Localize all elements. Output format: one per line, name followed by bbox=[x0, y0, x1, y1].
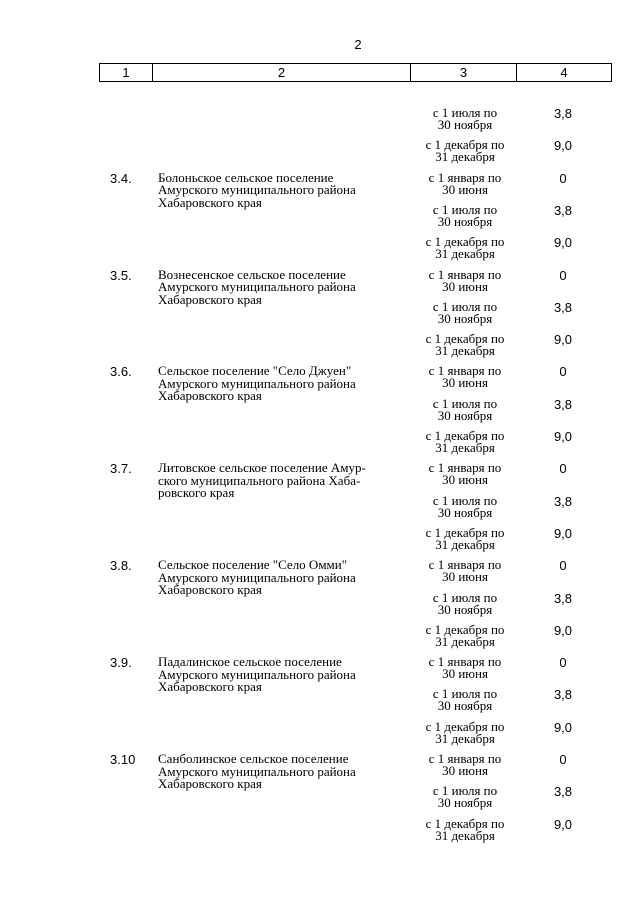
settlement-name-line: Амурского муниципального района bbox=[158, 182, 356, 198]
rate-value: 0 bbox=[559, 655, 567, 671]
settlement-name-line: Болоньское сельское поселение bbox=[158, 169, 334, 185]
period-cell bbox=[412, 365, 518, 389]
period-cell bbox=[412, 524, 518, 552]
settlement-name bbox=[158, 266, 402, 307]
period-cell bbox=[412, 753, 518, 777]
period-cell bbox=[412, 718, 518, 746]
settlement-name-line: Хабаровского края bbox=[158, 776, 262, 791]
period-cell-line: 30 июня bbox=[442, 763, 488, 778]
period-cell bbox=[412, 266, 518, 294]
rate-value: 9,0 bbox=[553, 525, 573, 541]
settlement-name-line: Сельское поселение "Село Омми" bbox=[158, 557, 348, 573]
period-cell bbox=[412, 298, 518, 326]
period-cell-line: с 1 декабря по bbox=[425, 428, 505, 443]
header-col-2: 2 bbox=[153, 64, 411, 82]
rate-value: 9,0 bbox=[553, 235, 573, 251]
period-cell-line: с 1 января по bbox=[428, 751, 502, 766]
period-cell bbox=[412, 688, 518, 712]
settlement-name-line: Вознесенское сельское поселение bbox=[158, 266, 346, 282]
rate-value: 0 bbox=[559, 364, 567, 380]
rate-value: 9,0 bbox=[553, 332, 573, 348]
period-cell-line: с 1 января по bbox=[428, 169, 502, 185]
period-cell-line: с 1 июля по bbox=[432, 105, 498, 120]
header-col-1: 1 bbox=[100, 64, 153, 82]
period-cell-line: с 1 июля по bbox=[432, 492, 498, 508]
period-cell-line: с 1 июля по bbox=[432, 783, 498, 799]
settlement-name-line: Хабаровского края bbox=[158, 679, 262, 695]
period-cell bbox=[412, 785, 518, 809]
period-cell-line: с 1 декабря по bbox=[425, 234, 505, 250]
settlement-name-line: Амурского муниципального района bbox=[158, 569, 356, 585]
rate-value: 3,8 bbox=[553, 493, 573, 509]
rate-value: 3,8 bbox=[553, 784, 573, 800]
period-cell-line: с 1 января по bbox=[428, 363, 502, 379]
period-cell-line: 30 ноября bbox=[437, 213, 493, 229]
period-cell-line: с 1 июля по bbox=[432, 686, 498, 702]
period-cell-line: 30 июня bbox=[442, 666, 488, 682]
period-cell-line: с 1 декабря по bbox=[425, 137, 505, 153]
period-cell-line: с 1 января по bbox=[428, 654, 502, 670]
settlement-name-line: Амурского муниципального района bbox=[158, 763, 356, 779]
period-cell-line: 30 июня bbox=[442, 569, 488, 585]
period-cell bbox=[412, 169, 518, 197]
settlement-name-line: Литовское сельское поселение Амур- bbox=[158, 460, 366, 476]
row-number: 3.5. bbox=[110, 267, 132, 283]
rate-value: 9,0 bbox=[553, 816, 573, 832]
page-number: 2 bbox=[354, 37, 362, 52]
period-cell-line: 30 ноября bbox=[437, 795, 493, 811]
period-cell-line: с 1 июля по bbox=[432, 201, 498, 217]
period-cell-line: 31 декабря bbox=[435, 343, 495, 359]
rate-value: 0 bbox=[559, 558, 567, 574]
period-cell-line: с 1 января по bbox=[428, 266, 502, 282]
period-cell-line: 31 декабря bbox=[435, 730, 495, 746]
period-cell-line: 30 ноября bbox=[437, 601, 493, 617]
period-cell bbox=[412, 656, 518, 680]
rate-value: 9,0 bbox=[553, 429, 573, 444]
rate-value: 3,8 bbox=[553, 106, 573, 121]
rate-value: 9,0 bbox=[553, 622, 573, 638]
period-cell-line: с 1 декабря по bbox=[425, 815, 505, 831]
period-cell-line: с 1 декабря по bbox=[425, 331, 505, 347]
period-cell-line: 30 июня bbox=[442, 375, 488, 391]
row-number: 3.10 bbox=[110, 752, 136, 767]
period-cell bbox=[412, 430, 518, 454]
period-cell-line: 30 ноября bbox=[437, 117, 493, 132]
settlement-name-line: Падалинское сельское поселение bbox=[158, 654, 342, 670]
settlement-name-line: Амурского муниципального района bbox=[158, 666, 356, 682]
period-cell bbox=[412, 815, 518, 843]
settlement-name-line: Сельское поселение "Село Джуен" bbox=[158, 363, 352, 379]
period-cell-line: 31 декабря bbox=[435, 440, 495, 455]
period-cell bbox=[412, 492, 518, 520]
period-cell-line: с 1 июля по bbox=[432, 395, 498, 411]
period-cell-line: с 1 июля по bbox=[432, 589, 498, 605]
row-number: 3.9. bbox=[110, 655, 132, 671]
settlement-name bbox=[158, 559, 402, 597]
period-cell-line: 31 декабря bbox=[435, 246, 495, 262]
period-cell-line: 30 июня bbox=[442, 278, 488, 294]
settlement-name bbox=[158, 462, 402, 500]
settlement-name-line: ровского края bbox=[158, 485, 235, 501]
settlement-name-line: Хабаровского края bbox=[158, 388, 262, 404]
row-number: 3.8. bbox=[110, 558, 132, 574]
settlement-name-line: Хабаровского края bbox=[158, 194, 262, 210]
period-cell-line: 30 июня bbox=[442, 181, 488, 197]
settlement-name bbox=[158, 365, 402, 403]
period-cell bbox=[412, 236, 518, 260]
rate-value: 3,8 bbox=[553, 202, 573, 218]
period-cell-line: 31 декабря bbox=[435, 827, 495, 843]
period-cell bbox=[412, 559, 518, 583]
period-cell bbox=[412, 139, 518, 163]
period-cell-line: с 1 января по bbox=[428, 460, 502, 476]
period-cell bbox=[412, 107, 518, 131]
period-cell-line: 30 июня bbox=[442, 472, 488, 488]
rate-value: 0 bbox=[559, 267, 567, 283]
period-cell bbox=[412, 201, 518, 229]
period-cell bbox=[412, 589, 518, 617]
settlement-name bbox=[158, 753, 402, 791]
settlement-name-line: Хабаровского края bbox=[158, 582, 262, 598]
row-number: 3.7. bbox=[110, 461, 132, 477]
rate-value: 0 bbox=[559, 752, 567, 767]
settlement-name bbox=[158, 656, 402, 694]
rate-value: 0 bbox=[559, 461, 567, 477]
period-cell-line: с 1 декабря по bbox=[425, 621, 505, 637]
period-cell-line: с 1 июля по bbox=[432, 298, 498, 314]
settlement-name-line: Хабаровского края bbox=[158, 291, 262, 307]
period-cell bbox=[412, 333, 518, 357]
settlement-name-line: Амурского муниципального района bbox=[158, 279, 356, 294]
row-number: 3.4. bbox=[110, 170, 132, 186]
rate-value: 3,8 bbox=[553, 299, 573, 315]
period-cell-line: 30 ноября bbox=[437, 698, 493, 714]
period-cell-line: 31 декабря bbox=[435, 633, 495, 649]
period-cell-line: 31 декабря bbox=[435, 536, 495, 552]
settlement-name-line: ского муниципального района Хаба- bbox=[158, 472, 361, 488]
period-cell-line: 30 ноября bbox=[437, 504, 493, 520]
header-col-3: 3 bbox=[411, 64, 517, 82]
period-cell-line: с 1 декабря по bbox=[425, 524, 505, 540]
rate-value: 9,0 bbox=[553, 138, 573, 154]
settlement-name bbox=[158, 169, 402, 210]
rate-value: 9,0 bbox=[553, 719, 573, 735]
settlement-name-line: Амурского муниципального района bbox=[158, 375, 356, 391]
period-cell-line: 30 ноября bbox=[437, 407, 493, 423]
rate-value: 0 bbox=[559, 170, 567, 186]
period-cell-line: с 1 декабря по bbox=[425, 718, 505, 734]
period-cell-line: с 1 января по bbox=[428, 557, 502, 573]
period-cell bbox=[412, 395, 518, 423]
header-col-4: 4 bbox=[517, 64, 612, 82]
rate-value: 3,8 bbox=[553, 396, 573, 412]
period-cell bbox=[412, 621, 518, 649]
period-cell bbox=[412, 462, 518, 486]
rate-value: 3,8 bbox=[553, 590, 573, 606]
rate-value: 3,8 bbox=[553, 687, 573, 703]
row-number: 3.6. bbox=[110, 364, 132, 380]
period-cell-line: 30 ноября bbox=[437, 310, 493, 326]
settlement-name-line: Санболинское сельское поселение bbox=[158, 751, 349, 766]
period-cell-line: 31 декабря bbox=[435, 149, 495, 165]
